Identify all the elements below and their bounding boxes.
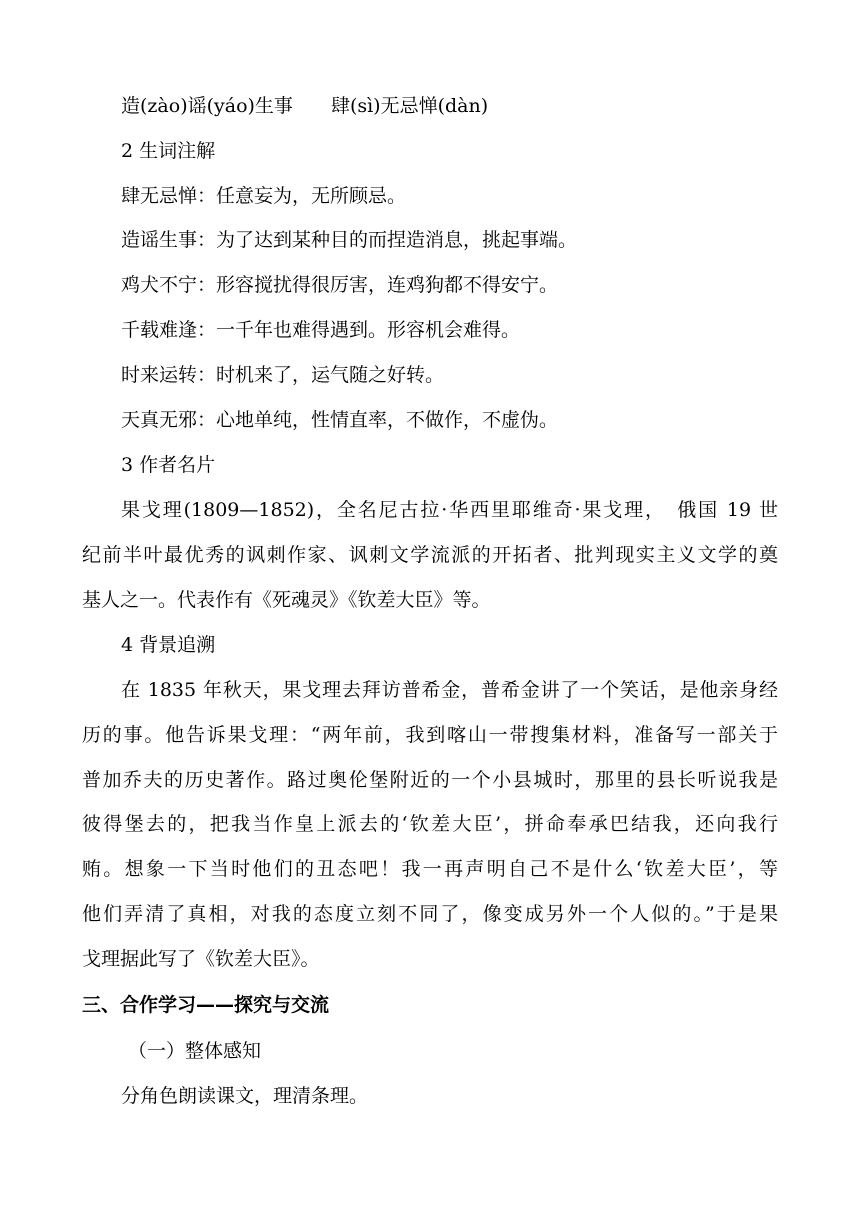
part-3-heading: 三、合作学习——探究与交流 — [82, 994, 330, 1016]
pronunciation-item-2: 肆(sì)无忌惮(dàn) — [330, 95, 489, 117]
author-paragraph-line: 纪前半叶最优秀的讽刺作家、讽刺文学流派的开拓者、批判现实主义文学的奠 — [82, 544, 778, 566]
pronunciation-line — [121, 94, 778, 118]
author-paragraph-line: 基人之一。代表作有《死魂灵》《钦差大臣》等。 — [82, 589, 491, 611]
background-paragraph-line: 普加乔夫的历史著作。路过奥伦堡附近的一个小县城时，那里的县长听说我是 — [82, 769, 778, 791]
instruction-text: 分角色朗读课文，理清条理。 — [121, 1085, 369, 1107]
section-4-heading: 4 背景追溯 — [121, 634, 216, 656]
term-definition: 时来运转：时机来了，运气随之好转。 — [121, 364, 445, 386]
background-paragraph-line: 在 1835 年秋天，果戈理去拜访普希金，普希金讲了一个笑话，是他亲身经 — [121, 679, 778, 701]
term-definition: 肆无忌惮：任意妄为，无所顾忌。 — [121, 185, 407, 207]
background-paragraph-line: 贿。想象一下当时他们的丑态吧！我一再声明自己不是什么‘钦差大臣’，等 — [82, 858, 778, 880]
term-definition: 天真无邪：心地单纯，性情直率，不做作，不虚伪。 — [121, 409, 559, 431]
section-3-heading: 3 作者名片 — [121, 454, 216, 476]
term-definition: 造谣生事：为了达到某种目的而捏造消息，挑起事端。 — [121, 229, 578, 251]
background-paragraph-line: 历的事。他告诉果戈理：“两年前，我到喀山一带搜集材料，准备写一部关于 — [82, 724, 778, 746]
background-paragraph-line: 他们弄清了真相，对我的态度立刻不同了，像变成另外一个人似的。”于是果 — [82, 903, 778, 925]
author-paragraph-line: 果戈理(1809—1852)，全名尼古拉·华西里耶维奇·果戈理， 俄国 19 世 — [121, 499, 778, 521]
pronunciation-item-1: 造(zào)谣(yáo)生事 — [121, 95, 293, 117]
sub-heading-overall-perception: （一）整体感知 — [128, 1040, 262, 1062]
background-paragraph-line: 彼得堡去的，把我当作皇上派去的‘钦差大臣’，拼命奉承巴结我，还向我行 — [82, 813, 778, 835]
term-definition: 鸡犬不宁：形容搅扰得很厉害，连鸡狗都不得安宁。 — [121, 274, 559, 296]
section-2-heading: 2 生词注解 — [121, 140, 216, 162]
background-paragraph-line: 戈理据此写了《钦差大臣》。 — [82, 948, 320, 970]
term-definition: 千载难逢：一千年也难得遇到。形容机会难得。 — [121, 319, 521, 341]
